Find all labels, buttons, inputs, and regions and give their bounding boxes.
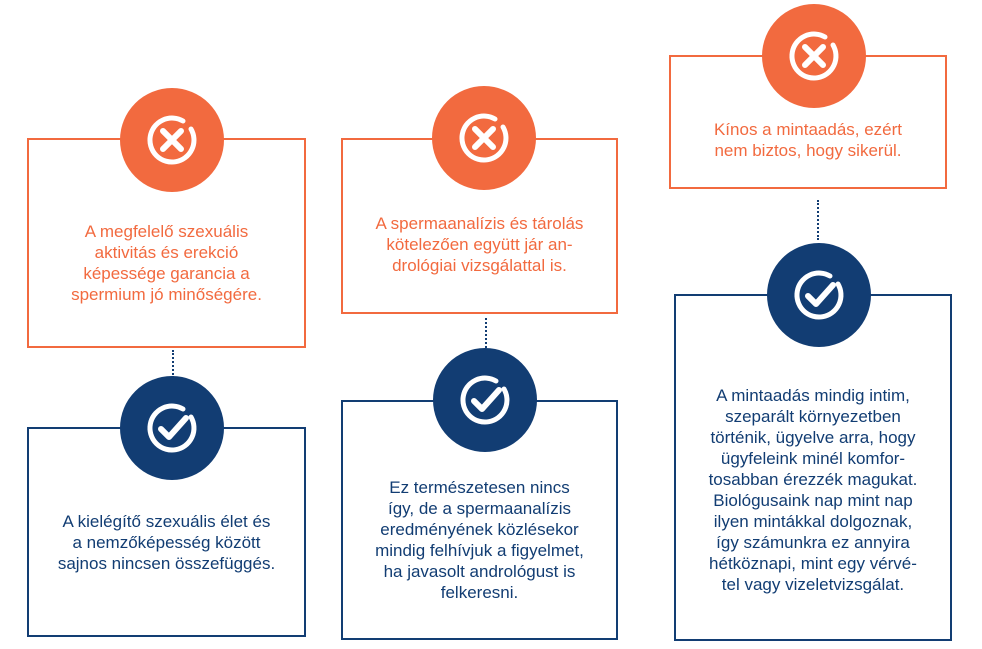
fact-text-3: A mintaadás mindig intim, szeparált környezetben történik, ügyelve arra, hogy ügyfeleink minél komfor- tosabban érezzék magukat. Biológusaink nap mint nap ilyen mintákkal dolgoznak, így számunkra ez annyira hétköznapi, mint egy vérvé- tel vagy vizeletvizsgálat. bbox=[708, 385, 918, 594]
myth-text-3: Kínos a mintaadás, ezért nem biztos, hogy sikerül. bbox=[713, 120, 903, 160]
myth-icon-circle-1 bbox=[120, 88, 224, 192]
check-circle-icon bbox=[791, 267, 847, 323]
fact-icon-circle-2 bbox=[433, 348, 537, 452]
connector-2 bbox=[485, 318, 487, 348]
x-circle-icon bbox=[456, 110, 512, 166]
x-circle-icon bbox=[144, 112, 200, 168]
x-circle-icon bbox=[786, 28, 842, 84]
connector-3 bbox=[817, 200, 819, 240]
fact-icon-circle-3 bbox=[767, 243, 871, 347]
fact-text-2: Ez természetesen nincs így, de a spermaanalízis eredményének közlésekor mindig felhívjuk a figyelmet, ha javasolt andrológust is felkeresni. bbox=[375, 478, 584, 602]
check-circle-icon bbox=[144, 400, 200, 456]
connector-1 bbox=[172, 350, 174, 378]
myth-text-2: A spermaanalízis és tárolás kötelezően együtt jár an- drológiai vizsgálattal is. bbox=[375, 213, 584, 275]
check-circle-icon bbox=[457, 372, 513, 428]
myth-icon-circle-2 bbox=[432, 86, 536, 190]
myth-icon-circle-3 bbox=[762, 4, 866, 108]
fact-text-1: A kielégítő szexuális élet és a nemzőképesség között sajnos nincsen összefüggés. bbox=[57, 511, 276, 573]
fact-icon-circle-1 bbox=[120, 376, 224, 480]
myth-text-1: A megfelelő szexuális aktivitás és erekció képessége garancia a spermium jó minőségére. bbox=[71, 222, 262, 304]
